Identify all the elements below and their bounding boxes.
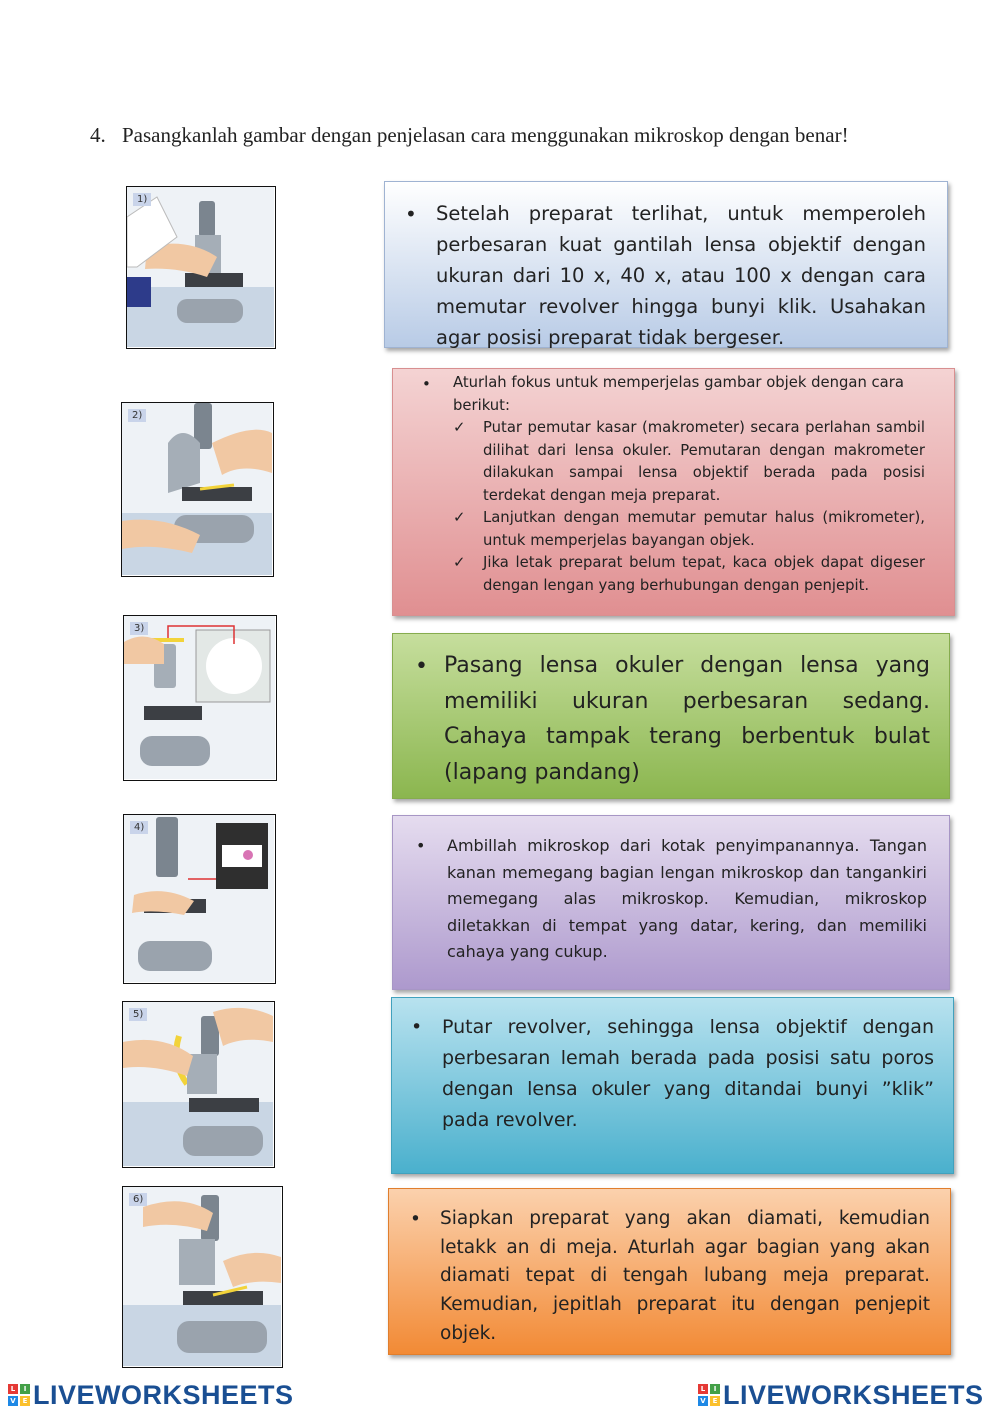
bullet: • [422, 375, 431, 393]
step-list [453, 417, 925, 597]
card-intro: Aturlah fokus untuk memperjelas gambar objek dengan cara berikut: [453, 374, 904, 414]
logo-text: LIVEWORKSHEETS [33, 1379, 294, 1410]
image-label: 2) [128, 409, 146, 422]
microscope-image-6 [122, 1186, 283, 1368]
answer-card-purple[interactable] [392, 815, 950, 990]
image-label: 1) [133, 193, 151, 206]
card-text: Pasang lensa okuler dengan lensa yang memiliki ukuran perbesaran sedang. Cahaya tampak terang berbentuk bulat (lapang pandang) [444, 653, 930, 785]
card-text: Ambillah mikroskop dari kotak penyimpanannya. Tangan kanan memegang bagian lengan mikroskop dan tangankiri memegang alas mikroskop. Kemudian, mikroskop diletakkan di tempat yang datar, kering, dan memiliki cahaya yang cukup. [447, 836, 927, 961]
image-label: 5) [129, 1008, 147, 1021]
answer-card-teal[interactable] [391, 997, 954, 1174]
microscope-image-2 [121, 402, 274, 577]
bullet: • [410, 1209, 421, 1230]
step-item: ✓ Jika letak preparat belum tepat, kaca objek dapat digeser dengan lengan yang berhubungan dengan penjepit. [453, 554, 925, 594]
microscope-image-1 [126, 186, 276, 349]
check-icon: ✓ [453, 509, 466, 526]
answer-card-red[interactable] [392, 368, 955, 616]
answer-card-orange[interactable] [388, 1188, 951, 1355]
question-text: Pasangkanlah gambar dengan penjelasan cara menggunakan mikroskop dengan benar! [122, 123, 849, 147]
liveworksheets-logo-left[interactable] [8, 1378, 294, 1412]
bullet: • [405, 202, 417, 226]
card-text: Setelah preparat terlihat, untuk memperoleh perbesaran kuat gantilah lensa objektif dengan ukuran dari 10 x, 40 x, atau 100 x dengan cara memutar revolver hingga bunyi klik. Usahakan agar posisi preparat tidak bergeser. [436, 202, 926, 349]
step-item: ✓ Putar pemutar kasar (makrometer) secara perlahan sambil dilihat dari lensa okuler. Pemutaran dengan makrometer dilakukan sampai lensa objektif berada pada posisi terdekat dengan meja preparat. [453, 419, 925, 504]
image-label: 4) [130, 821, 148, 834]
microscope-image-3 [123, 615, 277, 781]
logo-mark-icon: L I V E [698, 1384, 720, 1406]
question-number: 4. [90, 123, 106, 147]
bullet: • [411, 1016, 423, 1038]
answer-card-blue[interactable] [384, 181, 948, 348]
bullet: • [416, 836, 426, 855]
logo-mark-icon: L I V E [8, 1384, 30, 1406]
image-label: 3) [130, 622, 148, 635]
check-icon: ✓ [453, 554, 466, 571]
logo-text: LIVEWORKSHEETS [723, 1379, 984, 1410]
answer-card-green[interactable] [392, 633, 950, 799]
liveworksheets-logo-right[interactable] [698, 1378, 984, 1412]
bullet: • [415, 654, 428, 679]
image-label: 6) [129, 1193, 147, 1206]
check-icon: ✓ [453, 419, 466, 436]
card-text: Putar revolver, sehingga lensa objektif dengan perbesaran lemah berada pada posisi satu poros dengan lensa okuler yang ditandai bunyi ”klik” pada revolver. [442, 1016, 934, 1131]
microscope-image-5 [122, 1001, 275, 1168]
step-item: ✓ Lanjutkan dengan memutar pemutar halus (mikrometer), untuk memperjelas bayangan objek. [453, 509, 925, 549]
card-text: Siapkan preparat yang akan diamati, kemudian letakk an di meja. Aturlah agar bagian yang akan diamati tepat di tengah lubang meja preparat. Kemudian, jepitlah preparat itu dengan penjepit objek. [440, 1208, 930, 1344]
microscope-image-4 [123, 814, 276, 984]
